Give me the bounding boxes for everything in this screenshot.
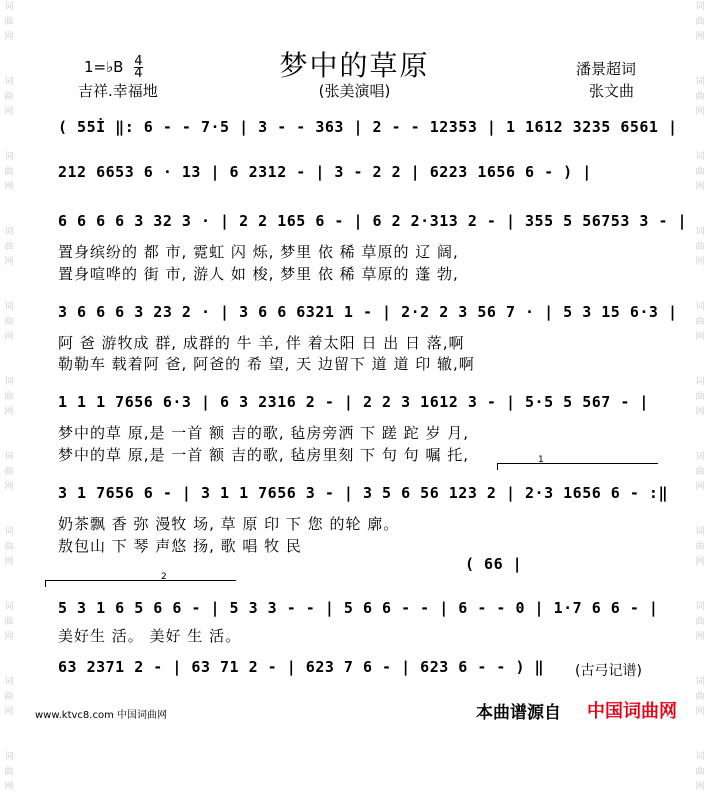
key-signature	[84, 56, 143, 79]
watermark-left: 词 曲 网 词 曲 网 词 曲 网 词 曲 网 词 曲 网 词 曲 网 词 曲 网 词 曲 网 词 曲 网 词 曲 网 词 曲 网	[4, 2, 14, 792]
lyric-line-5b: 梦中的草 原,是 一首 额 吉的歌, 毡房里刻 下 句 句 嘱 托,	[58, 446, 469, 464]
score-line-3: 6 6 6 6 3 32 3 · | 2 2 165 6 - | 6 2 2·313 2 - | 355 5 56753 3 - |	[58, 212, 688, 230]
source-site-link[interactable]: 中国词曲网	[587, 701, 677, 722]
score-line-4: 3 6 6 6 3 23 2 · | 3 6 6 6321 1 - | 2·2 2 3 56 7 · | 5 3 15 6·3 |	[58, 303, 678, 321]
song-title: 梦中的草原	[279, 49, 430, 82]
time-signature-top: 4	[134, 54, 143, 69]
lyricist-credit: 潘景超词	[576, 60, 637, 78]
lyric-line-4a: 阿 爸 游牧成 群, 成群的 牛 羊, 伴 着太阳 日 出 日 落,啊	[58, 334, 465, 352]
site-credit-left: www.ktvc8.com 中国词曲网	[35, 710, 168, 721]
composer-credit: 张文曲	[589, 82, 635, 100]
lyric-line-3b: 置身喧哗的 街 市, 游人 如 梭, 梦里 依 稀 草原的 蓬 勃,	[58, 265, 459, 283]
pickup-notes: ( 66 |	[465, 555, 523, 573]
lyric-line-6a: 奶茶飘 香 弥 漫牧 场, 草 原 印 下 您 的轮 廓。	[58, 515, 400, 533]
second-ending-bracket: 2	[45, 580, 236, 587]
watermark-right: 词 曲 网 词 曲 网 词 曲 网 词 曲 网 词 曲 网 词 曲 网 词 曲 网 词 曲 网 词 曲 网 词 曲 网 词 曲 网	[695, 2, 705, 792]
lyric-line-4b: 勒勒车 载着阿 爸, 阿爸的 希 望, 天 边留下 道 道 印 辙,啊	[58, 355, 475, 373]
first-ending-bracket: 1	[497, 463, 658, 470]
key-label: 1=♭B	[84, 58, 124, 76]
lyric-line-6b: 敖包山 下 琴 声悠 扬, 歌 唱 牧 民	[58, 537, 302, 555]
score-line-2: 212 6653 6 · 13 | 6 2312 - | 3 - 2 2 | 6223 1656 6 - ) |	[58, 163, 592, 181]
transcriber-note: (古弓记谱)	[575, 663, 642, 679]
score-line-5: 1 1 1 7656 6·3 | 6 3 2316 2 - | 2 2 3 1612 3 - | 5·5 5 567 - |	[58, 393, 649, 411]
score-line-8: 63 2371 2 - | 63 71 2 - | 623 7 6 - | 623 6 - - ) ‖	[58, 658, 545, 676]
time-signature	[134, 56, 142, 79]
singer-credit: (张美演唱)	[318, 82, 391, 100]
source-label: 本曲谱源自	[476, 703, 561, 723]
score-line-7: 5 3 1 6 5 6 6 - | 5 3 3 - - | 5 6 6 - - | 6 - - 0 | 1·7 6 6 - |	[58, 599, 659, 617]
score-line-6: 3 1 7656 6 - | 3 1 1 7656 3 - | 3 5 6 56 123 2 | 2·3 1656 6 - :‖	[58, 484, 668, 502]
lyric-line-3a: 置身缤纷的 都 市, 霓虹 闪 烁, 梦里 依 稀 草原的 辽 阔,	[58, 243, 459, 261]
time-signature-bottom: 4	[134, 66, 143, 81]
lyric-line-5a: 梦中的草 原,是 一首 额 吉的歌, 毡房旁洒 下 蹉 跎 岁 月,	[58, 424, 469, 442]
lyric-line-7: 美好生 活。 美好 生 活。	[58, 627, 242, 645]
score-line-1: ( 55İ ‖: 6 - - 7·5 | 3 - - 363 | 2 - - 12353 | 1 1612 3235 6561 |	[58, 118, 678, 136]
tempo-marking: 吉祥.幸福地	[78, 82, 158, 100]
